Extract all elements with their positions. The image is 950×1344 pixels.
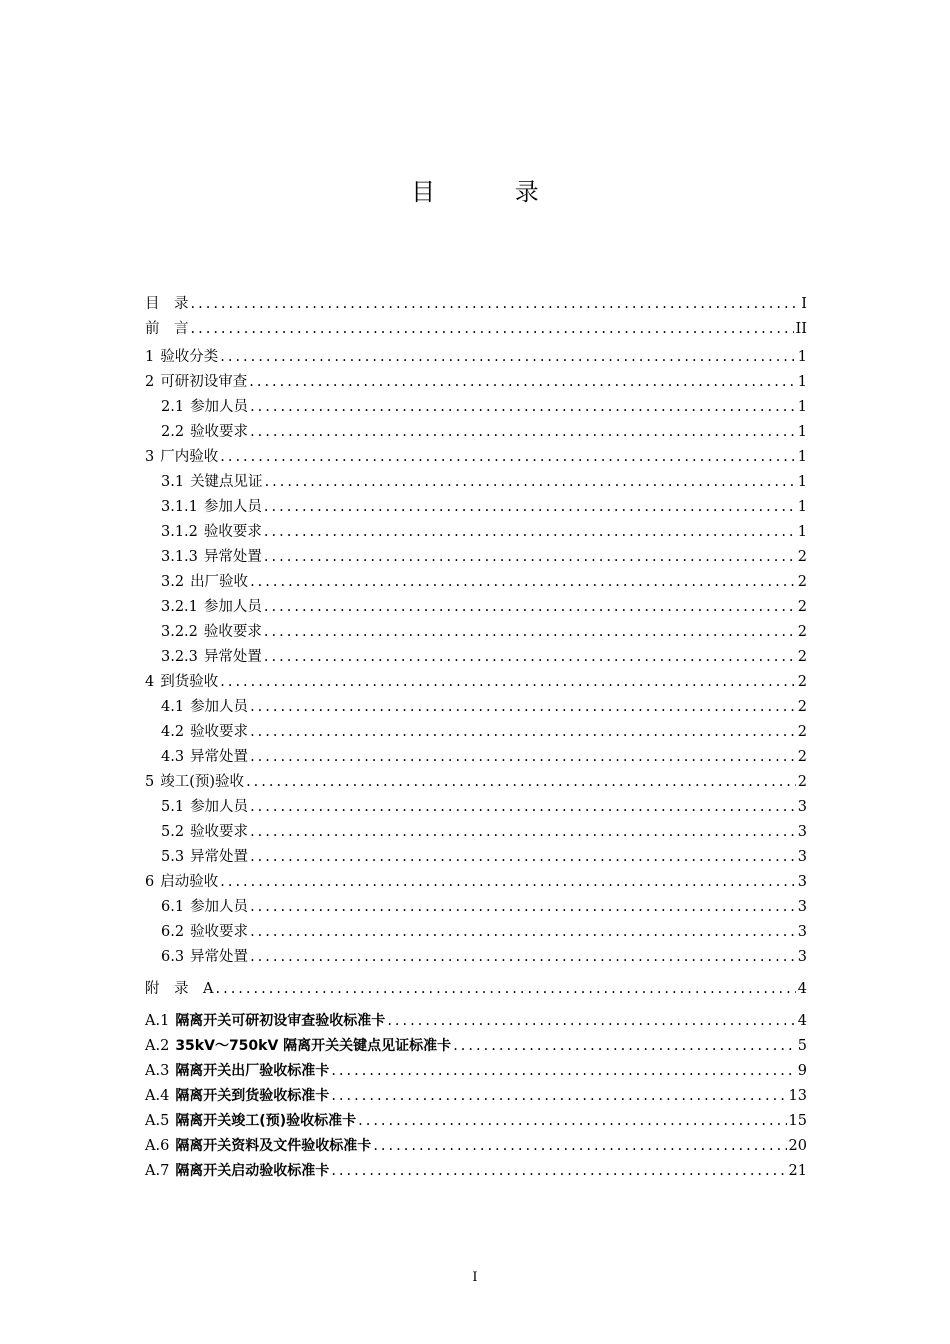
toc-number: 3.1.1 [161, 499, 198, 515]
toc-page: II [795, 321, 807, 337]
toc-number: A.2 [145, 1038, 170, 1054]
toc-entry-5-2[interactable] [145, 818, 807, 842]
toc-leader [387, 1011, 795, 1031]
toc-number: 4.1 [161, 699, 185, 715]
toc-page: 5 [797, 1038, 807, 1054]
toc-entry-5[interactable] [145, 768, 807, 792]
toc-page: 3 [797, 949, 807, 965]
toc-leader [453, 1036, 796, 1056]
toc-leader [331, 1161, 786, 1181]
toc-leader [331, 1086, 786, 1106]
toc-entry-a-5[interactable] [145, 1107, 807, 1131]
toc-leader [246, 772, 796, 792]
toc-number: 3.2 [161, 574, 185, 590]
toc-number: 2 [145, 374, 155, 390]
toc-number: A.6 [145, 1138, 170, 1154]
toc-leader [250, 747, 796, 767]
toc-leader [265, 472, 796, 492]
toc-leader [249, 372, 796, 392]
toc-page: 21 [788, 1163, 807, 1179]
toc-label: 参加人员 [203, 599, 262, 615]
toc-page: I [801, 296, 807, 312]
toc-leader [220, 672, 796, 692]
toc-entry-a-3[interactable] [145, 1057, 807, 1081]
toc-page: 1 [797, 524, 807, 540]
toc-label: 目 录 [145, 296, 189, 312]
toc-page: 2 [797, 649, 807, 665]
toc-leader [250, 422, 796, 442]
toc-page: 1 [797, 474, 807, 490]
toc-page: 2 [797, 774, 807, 790]
toc-entry-preface[interactable] [145, 315, 807, 339]
toc-label: 隔离开关可研初设审查验收标准卡 [175, 1013, 386, 1029]
toc-leader [250, 822, 796, 842]
toc-leader [220, 347, 796, 367]
toc-label: 参加人员 [190, 899, 249, 915]
toc-label: 参加人员 [190, 699, 249, 715]
toc-number: 2.2 [161, 424, 185, 440]
toc-leader [264, 497, 796, 517]
toc-number: A.5 [145, 1113, 170, 1129]
toc-label: 验收要求 [190, 924, 249, 940]
toc-page: 13 [788, 1088, 807, 1104]
toc-number: 3.2.1 [161, 599, 198, 615]
toc-entry-3-2-3[interactable] [145, 643, 807, 667]
toc-page: 4 [797, 1013, 807, 1029]
toc-page: 1 [797, 374, 807, 390]
toc-page: 3 [797, 849, 807, 865]
toc-label: 验收要求 [203, 524, 262, 540]
toc-leader [331, 1061, 795, 1081]
toc-leader [250, 847, 796, 867]
toc-number: 3.1 [161, 474, 185, 490]
toc-leader [215, 979, 795, 999]
toc-label: 35kV～750kV 隔离开关关键点见证标准卡 [175, 1038, 452, 1054]
toc-leader [264, 597, 796, 617]
toc-number: 3.2.2 [161, 624, 198, 640]
toc-label: 异常处置 [203, 649, 262, 665]
toc-entry-a-2[interactable] [145, 1032, 807, 1056]
toc-page: 1 [797, 499, 807, 515]
toc-label: 可研初设审查 [160, 374, 248, 390]
toc-entry-3-1-2[interactable] [145, 518, 807, 542]
toc-label: 验收要求 [190, 724, 249, 740]
toc-page: 2 [797, 549, 807, 565]
toc-page: 2 [797, 724, 807, 740]
toc-entry-4[interactable] [145, 668, 807, 692]
toc-number: 4.3 [161, 749, 185, 765]
toc-page: 2 [797, 574, 807, 590]
toc-number: A.7 [145, 1163, 170, 1179]
toc-leader [250, 797, 796, 817]
toc-entry-6[interactable] [145, 868, 807, 892]
toc-number: 5 [145, 774, 155, 790]
toc-label: 隔离开关到货验收标准卡 [175, 1088, 330, 1104]
toc-number: 3 [145, 449, 155, 465]
toc-number: 2.1 [161, 399, 185, 415]
toc-entry-3-2-1[interactable] [145, 593, 807, 617]
toc-entry-a-7[interactable] [145, 1157, 807, 1181]
toc-entry-contents[interactable] [145, 290, 807, 314]
toc-entry-3-1-3[interactable] [145, 543, 807, 567]
toc-page: 1 [797, 399, 807, 415]
toc-page: 2 [797, 674, 807, 690]
toc-number: 6.3 [161, 949, 185, 965]
toc-entry-a-1[interactable] [145, 1007, 807, 1031]
toc-page: 2 [797, 599, 807, 615]
toc-page: 20 [788, 1138, 807, 1154]
toc-number: 3.2.3 [161, 649, 198, 665]
toc-leader [373, 1136, 786, 1156]
toc-label: 隔离开关启动验收标准卡 [175, 1163, 330, 1179]
toc-number: 4 [145, 674, 155, 690]
toc-label: 关键点见证 [190, 474, 263, 490]
toc-label: 验收要求 [203, 624, 262, 640]
page-number: I [472, 1270, 478, 1285]
toc-label: 异常处置 [190, 849, 249, 865]
toc-entry-a-6[interactable] [145, 1132, 807, 1156]
toc-page: 1 [797, 349, 807, 365]
toc-entry-2-1[interactable] [145, 393, 807, 417]
toc-leader [250, 722, 796, 742]
toc-number: 1 [145, 349, 155, 365]
toc-leader [250, 572, 796, 592]
toc-number: 6 [145, 874, 155, 890]
toc-page: 3 [797, 824, 807, 840]
toc-page: 2 [797, 699, 807, 715]
toc-entry-2[interactable] [145, 368, 807, 392]
toc-label: 验收要求 [190, 824, 249, 840]
toc-page: 3 [797, 924, 807, 940]
toc-leader [358, 1111, 786, 1131]
toc-label: 验收要求 [190, 424, 249, 440]
toc-page: 1 [797, 449, 807, 465]
toc-entry-6-1[interactable] [145, 893, 807, 917]
toc-label: 隔离开关竣工(预)验收标准卡 [175, 1113, 357, 1129]
toc-leader [250, 397, 796, 417]
toc-label: 前 言 [145, 321, 189, 337]
toc-leader [191, 294, 798, 314]
toc-number: 4.2 [161, 724, 185, 740]
toc-label: 参加人员 [190, 799, 249, 815]
toc-label: 启动验收 [160, 874, 219, 890]
toc-number: 5.2 [161, 824, 185, 840]
toc-label: 竣工(预)验收 [160, 774, 245, 790]
page-title: 目 录 [411, 178, 575, 206]
toc-label: 验收分类 [160, 349, 219, 365]
toc-label: 参加人员 [203, 499, 262, 515]
toc-number: 6.2 [161, 924, 185, 940]
toc-page: 9 [797, 1063, 807, 1079]
toc-number: A.3 [145, 1063, 170, 1079]
toc-label: 厂内验收 [160, 449, 219, 465]
toc-leader [264, 522, 796, 542]
toc-entry-appendix-a[interactable] [145, 975, 807, 999]
toc-label: 隔离开关资料及文件验收标准卡 [175, 1138, 372, 1154]
toc-label: 异常处置 [190, 749, 249, 765]
toc-entry-3-2[interactable] [145, 568, 807, 592]
toc-number: 5.1 [161, 799, 185, 815]
toc-number: 3.1.2 [161, 524, 198, 540]
toc-number: 3.1.3 [161, 549, 198, 565]
toc-leader [264, 547, 796, 567]
toc-entry-5-1[interactable] [145, 793, 807, 817]
toc-page: 3 [797, 874, 807, 890]
toc-entry-4-2[interactable] [145, 718, 807, 742]
toc-entry-3[interactable] [145, 443, 807, 467]
toc-entry-1[interactable] [145, 343, 807, 367]
toc-number: 5.3 [161, 849, 185, 865]
toc-number: A.4 [145, 1088, 170, 1104]
toc-label: 隔离开关出厂验收标准卡 [175, 1063, 330, 1079]
toc-page: 3 [797, 799, 807, 815]
toc-leader [250, 697, 796, 717]
toc-page: 3 [797, 899, 807, 915]
toc-leader [250, 897, 796, 917]
toc-label: 附 录 A [145, 981, 214, 997]
toc-label: 异常处置 [190, 949, 249, 965]
toc-leader [264, 622, 796, 642]
toc-entry-a-4[interactable] [145, 1082, 807, 1106]
toc-number: A.1 [145, 1013, 170, 1029]
toc-page: 1 [797, 424, 807, 440]
toc-page: 15 [788, 1113, 807, 1129]
toc-entry-3-1[interactable] [145, 468, 807, 492]
toc-number: 6.1 [161, 899, 185, 915]
toc-leader [220, 872, 796, 892]
toc-leader [250, 947, 796, 967]
toc-entry-6-2[interactable] [145, 918, 807, 942]
toc-label: 异常处置 [203, 549, 262, 565]
toc-entry-2-2[interactable] [145, 418, 807, 442]
toc-page: 4 [797, 981, 807, 997]
toc-entry-5-3[interactable] [145, 843, 807, 867]
toc-leader [220, 447, 796, 467]
toc-entry-4-3[interactable] [145, 743, 807, 767]
toc-entry-6-3[interactable] [145, 943, 807, 967]
toc-entry-4-1[interactable] [145, 693, 807, 717]
toc-label: 参加人员 [190, 399, 249, 415]
toc-leader [191, 319, 794, 339]
toc-leader [250, 922, 796, 942]
toc-label: 到货验收 [160, 674, 219, 690]
toc-entry-3-2-2[interactable] [145, 618, 807, 642]
toc-label: 出厂验收 [190, 574, 249, 590]
toc-leader [264, 647, 796, 667]
toc-page: 2 [797, 624, 807, 640]
toc-page: 2 [797, 749, 807, 765]
toc-entry-3-1-1[interactable] [145, 493, 807, 517]
